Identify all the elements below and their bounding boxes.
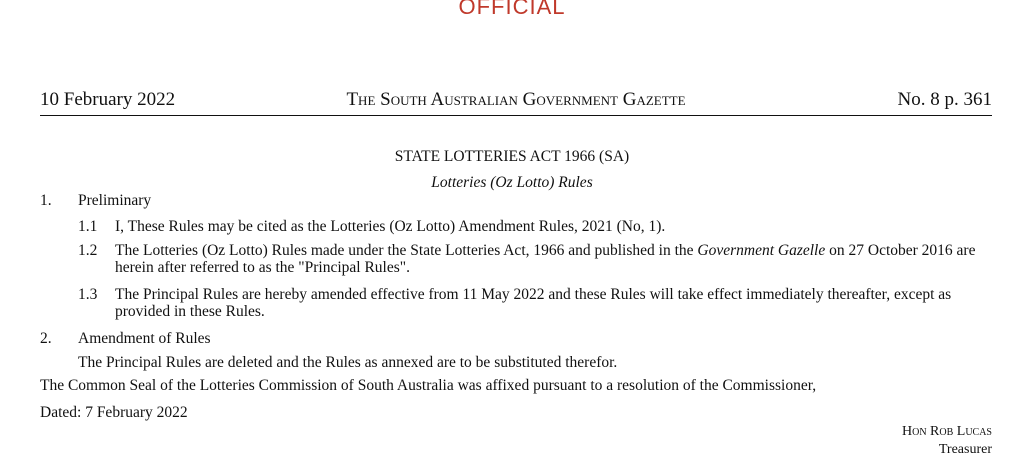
section-number: 1. <box>40 192 52 209</box>
signatory-name: Hon Rob Lucas <box>901 424 992 439</box>
clause-text: The Principal Rules are hereby amended effective from 11 May 2022 and these Rules will take effect immediately thereafter, except as provided in these Rules. <box>115 286 952 320</box>
clause-number: 1.3 <box>78 286 98 303</box>
gazette-date: 10 February 2022 <box>40 89 176 110</box>
clause-text: I, These Rules may be cited as the Lotteries (Oz Lotto) Amendment Rules, 2021 (No, 1). <box>115 218 666 235</box>
section-number: 2. <box>40 330 52 347</box>
section-body: The Principal Rules are deleted and the Rules as annexed are to be substituted therefor. <box>78 354 618 371</box>
official-banner: OFFICIAL <box>458 0 566 19</box>
gazette-header <box>40 89 992 116</box>
clause-number: 1.1 <box>78 218 98 235</box>
rules-title: Lotteries (Oz Lotto) Rules <box>431 174 593 191</box>
clause-text: The Lotteries (Oz Lotto) Rules made under the State Lotteries Act, 1966 and published in the Government Gazelle on 27 October 2016 are herein after referred to as the "Principal Rules". <box>115 242 976 276</box>
seal-statement: The Common Seal of the Lotteries Commission of South Australia was affixed pursuant to a resolution of the Commissioner, <box>40 377 817 394</box>
gazette-name: The South Australian Government Gazette <box>346 89 686 110</box>
signatory-title: Treasurer <box>938 442 992 457</box>
act-title: STATE LOTTERIES ACT 1966 (SA) <box>394 148 630 165</box>
gazette-issue: No. 8 p. 361 <box>897 89 992 110</box>
section-heading: Amendment of Rules <box>78 330 211 347</box>
clause-number: 1.2 <box>78 242 98 259</box>
gazette-name-italic: Government Gazelle <box>697 242 826 259</box>
section-heading: Preliminary <box>78 192 152 209</box>
dated-line: Dated: 7 February 2022 <box>40 404 188 421</box>
